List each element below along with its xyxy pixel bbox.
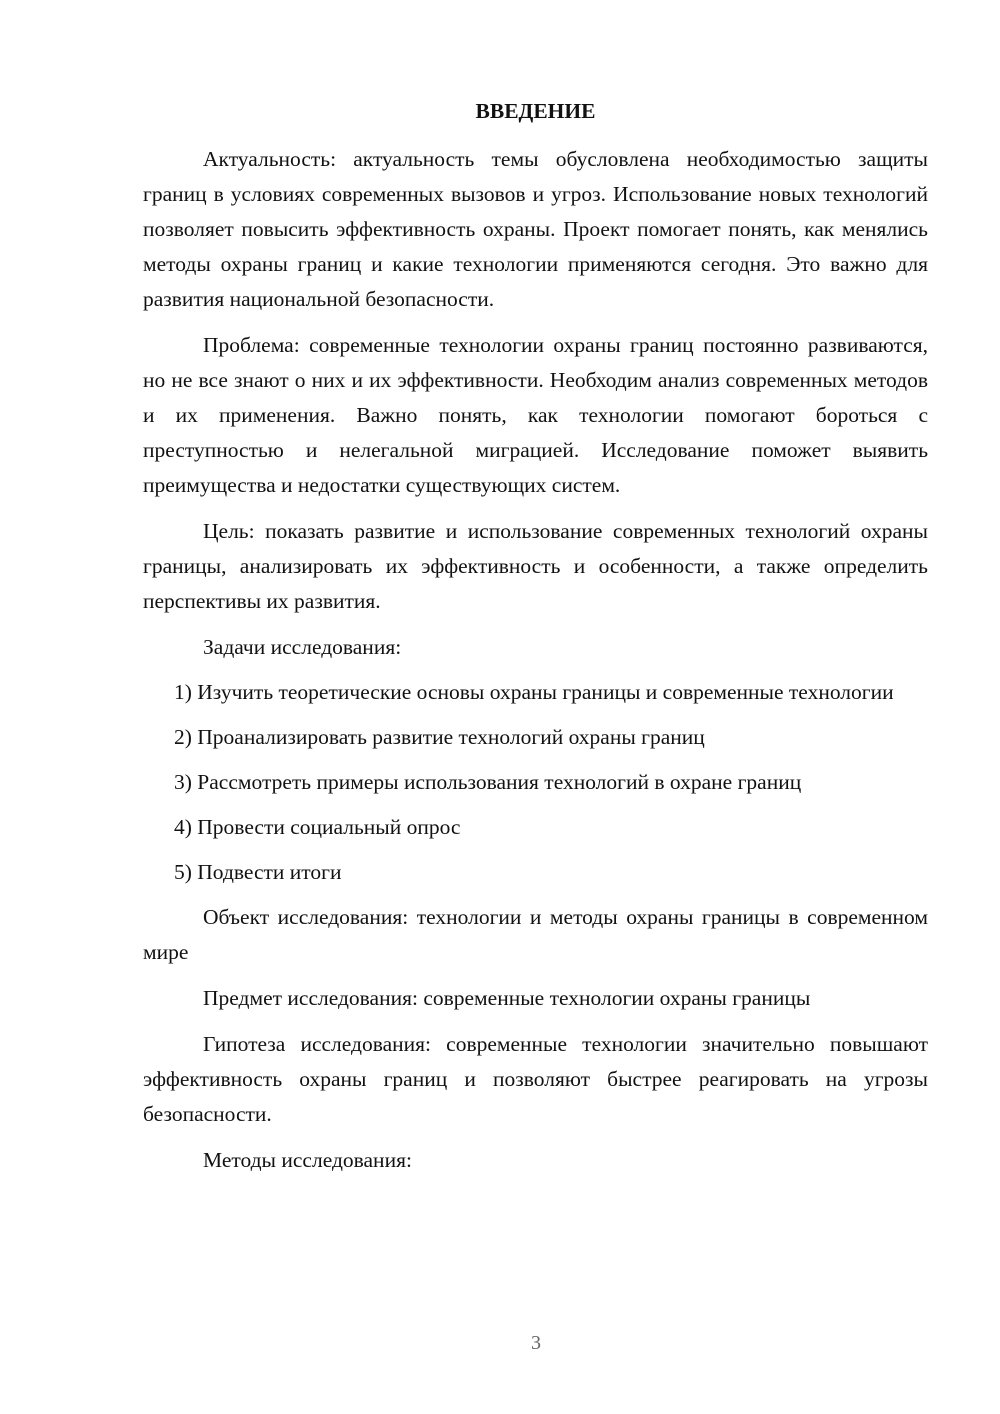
paragraph-relevance: Актуальность: актуальность темы обусловлена необходимостью защиты границ в условиях современных вызовов и угроз. Использование новых технологий позволяет повысить эффективность охраны. Проект помогает понять, как менялись методы охраны границ и какие технологии применяются сегодня. Это важно для развития национальной безопасности.	[143, 147, 928, 311]
list-item: 3) Рассмотреть примеры использования технологий в охране границ	[174, 770, 802, 794]
tasks-list	[143, 675, 928, 890]
list-item: 5) Подвести итоги	[174, 860, 342, 884]
paragraph-goal: Цель: показать развитие и использование современных технологий охраны границы, анализировать их эффективность и особенности, а также определить перспективы их развития.	[143, 519, 928, 613]
document-page	[143, 96, 928, 1188]
methods-title: Методы исследования:	[203, 1148, 412, 1172]
paragraph-subject: Предмет исследования: современные технологии охраны границы	[203, 986, 811, 1010]
tasks-title: Задачи исследования:	[203, 635, 402, 659]
list-item: 4) Провести социальный опрос	[174, 815, 461, 839]
paragraph-object: Объект исследования: технологии и методы охраны границы в современном мире	[143, 905, 928, 964]
list-item: 1) Изучить теоретические основы охраны границы и современные технологии	[174, 680, 894, 704]
list-item: 2) Проанализировать развитие технологий охраны границ	[174, 725, 705, 749]
paragraph-problem: Проблема: современные технологии охраны границ постоянно развиваются, но не все знают о них и их эффективности. Необходим анализ современных методов и их применения. Важно понять, как технологии помогают бороться с преступностью и нелегальной миграцией. Исследование поможет выявить преимущества и недостатки существующих систем.	[143, 333, 928, 497]
page-number: 3	[531, 1332, 541, 1354]
paragraph-hypothesis: Гипотеза исследования: современные технологии значительно повышают эффективность охраны границ и позволяют быстрее реагировать на угрозы безопасности.	[143, 1032, 928, 1126]
page-title: ВВЕДЕНИЕ	[475, 99, 596, 123]
